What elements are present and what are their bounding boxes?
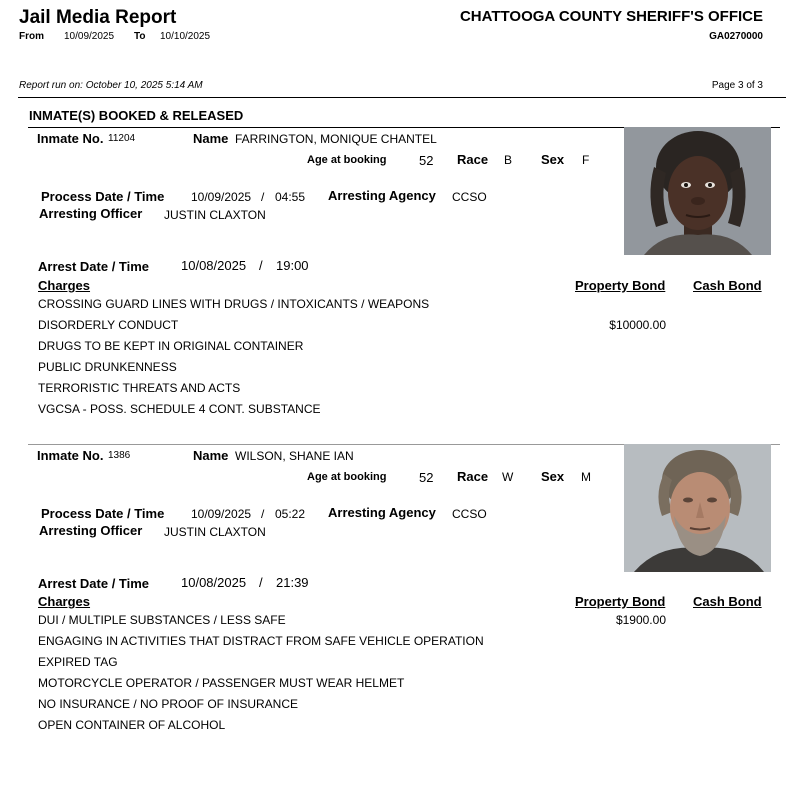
process-datetime-label: Process Date / Time [41, 189, 165, 204]
age-value: 52 [419, 153, 434, 168]
charge-item: DISORDERLY CONDUCT [38, 318, 179, 332]
arrest-date: 10/08/2025 [181, 575, 247, 590]
arresting-agency: CCSO [452, 190, 487, 204]
charge-item: ENGAGING IN ACTIVITIES THAT DISTRACT FROM SAFE VEHICLE OPERATION [38, 634, 484, 648]
charge-item: TERRORISTIC THREATS AND ACTS [38, 381, 241, 395]
cash-bond-label: Cash Bond [693, 278, 762, 293]
to-label: To [134, 31, 146, 42]
arrest-time: 21:39 [276, 575, 309, 590]
charge-item: CROSSING GUARD LINES WITH DRUGS / INTOXICANTS / WEAPONS [38, 297, 430, 311]
inmate-name: WILSON, SHANE IAN [235, 449, 354, 463]
arresting-officer: JUSTIN CLAXTON [164, 208, 266, 222]
from-label: From [19, 31, 44, 42]
from-date: 10/09/2025 [64, 31, 115, 42]
charge-item: EXPIRED TAG [38, 655, 118, 669]
process-time: 05:22 [275, 507, 306, 521]
arresting-officer-label: Arresting Officer [39, 206, 143, 221]
section-title: INMATE(S) BOOKED & RELEASED [29, 108, 244, 123]
inmate-no-label: Inmate No. [37, 448, 104, 463]
arrest-datetime-label: Arrest Date / Time [38, 259, 150, 274]
process-date: 10/09/2025 [191, 190, 252, 204]
inmate-name: FARRINGTON, MONIQUE CHANTEL [235, 132, 437, 146]
race-value: B [504, 153, 513, 167]
age-label: Age at booking [307, 471, 387, 483]
report-run: Report run on: October 10, 2025 5:14 AM [19, 80, 203, 91]
header-rule [18, 97, 786, 98]
arrest-time: 19:00 [276, 258, 309, 273]
inmate-photo [624, 127, 771, 255]
time-separator: / [261, 190, 265, 204]
property-bond-value: $1900.00 [615, 613, 666, 627]
charge-item: PUBLIC DRUNKENNESS [38, 360, 177, 374]
charge-item: DUI / MULTIPLE SUBSTANCES / LESS SAFE [38, 613, 286, 627]
charge-item: NO INSURANCE / NO PROOF OF INSURANCE [38, 697, 299, 711]
time-separator: / [259, 575, 263, 590]
process-date: 10/09/2025 [191, 507, 252, 521]
name-label: Name [193, 131, 229, 146]
charges-list [38, 297, 429, 423]
time-separator: / [259, 258, 263, 273]
inmate-no-label: Inmate No. [37, 131, 104, 146]
arresting-officer-label: Arresting Officer [39, 523, 143, 538]
process-datetime-label: Process Date / Time [41, 506, 165, 521]
arresting-officer: JUSTIN CLAXTON [164, 525, 266, 539]
sex-value: M [581, 470, 591, 484]
inmate-no: 1386 [108, 450, 131, 461]
agency-name: CHATTOOGA COUNTY SHERIFF'S OFFICE [459, 8, 763, 25]
name-label: Name [193, 448, 229, 463]
charges-label: Charges [38, 278, 91, 293]
charges-label: Charges [38, 594, 91, 609]
age-value: 52 [419, 470, 434, 485]
process-time: 04:55 [275, 190, 306, 204]
property-bond-label: Property Bond [575, 594, 666, 609]
charge-item: MOTORCYCLE OPERATOR / PASSENGER MUST WEAR HELMET [38, 676, 405, 690]
page-number: Page 3 of 3 [711, 80, 763, 91]
property-bond-label: Property Bond [575, 278, 666, 293]
race-label: Race [457, 152, 489, 167]
to-date: 10/10/2025 [160, 31, 211, 42]
arresting-agency-label: Arresting Agency [328, 188, 436, 203]
cash-bond-label: Cash Bond [693, 594, 762, 609]
charge-item: DRUGS TO BE KEPT IN ORIGINAL CONTAINER [38, 339, 304, 353]
arrest-date: 10/08/2025 [181, 258, 247, 273]
arresting-agency-label: Arresting Agency [328, 505, 436, 520]
sex-value: F [582, 153, 590, 167]
charge-item: OPEN CONTAINER OF ALCOHOL [38, 718, 226, 732]
race-label: Race [457, 469, 489, 484]
age-label: Age at booking [307, 154, 387, 166]
charge-item: VGCSA - POSS. SCHEDULE 4 CONT. SUBSTANCE [38, 402, 321, 416]
inmate-no: 11204 [108, 133, 136, 144]
charges-list [38, 613, 484, 739]
inmate-photo [624, 444, 771, 572]
race-value: W [502, 470, 514, 484]
report-title: Jail Media Report [19, 7, 177, 28]
property-bond-value: $10000.00 [609, 318, 666, 332]
time-separator: / [261, 507, 265, 521]
sex-label: Sex [541, 152, 565, 167]
arrest-datetime-label: Arrest Date / Time [38, 576, 150, 591]
arresting-agency: CCSO [452, 507, 487, 521]
sex-label: Sex [541, 469, 565, 484]
ori-code: GA0270000 [709, 31, 763, 42]
